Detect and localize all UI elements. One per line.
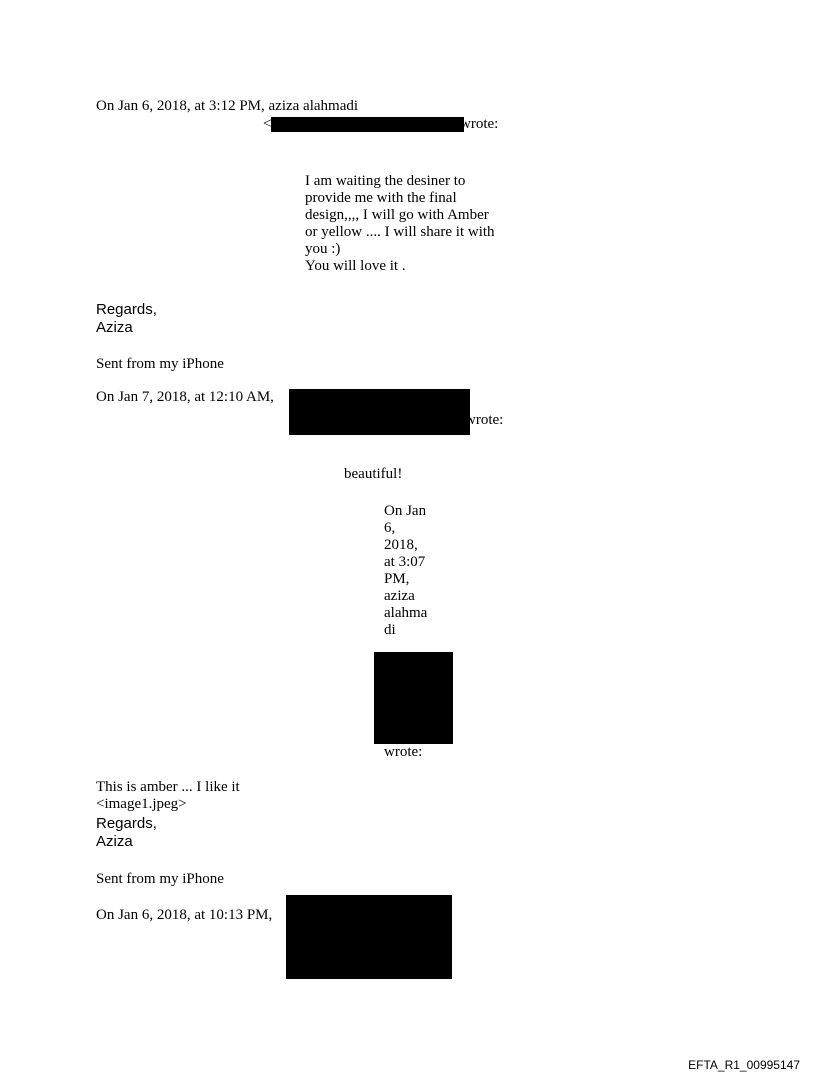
email-bracket: < [263, 116, 272, 132]
attachment-placeholder: <image1.jpeg> [96, 796, 187, 812]
message-line: you :) [305, 241, 341, 257]
signature [96, 815, 157, 851]
wrote-label: wrote: [460, 116, 499, 132]
reply-text: beautiful! [344, 466, 403, 482]
email-header-jan6-307pm [384, 503, 427, 639]
header-line: 2018, [384, 537, 418, 553]
wrote-label: wrote: [465, 412, 504, 428]
email-header-jan6-312pm [96, 98, 358, 115]
signature-regards: Regards, [96, 301, 157, 318]
message-line: or yellow .... I will share it with [305, 224, 495, 240]
message-line: This is amber ... I like it [96, 779, 240, 795]
signature-regards: Regards, [96, 815, 157, 832]
message-line: I am waiting the desiner to [305, 173, 466, 189]
redaction-box [374, 652, 453, 744]
wrote-label: wrote: [384, 744, 423, 760]
redaction-box [289, 389, 470, 435]
sent-from-iphone: Sent from my iPhone [96, 356, 224, 372]
signature [96, 301, 157, 337]
sent-from-iphone: Sent from my iPhone [96, 871, 224, 887]
header-line: On Jan [384, 503, 427, 519]
signature-name: Aziza [96, 319, 133, 336]
header-line: PM, [384, 571, 410, 587]
email-header-jan7-1210am: On Jan 7, 2018, at 12:10 AM, [96, 389, 274, 405]
header-line: di [384, 622, 396, 638]
redaction-box [286, 895, 452, 979]
message-line: design,,,, I will go with Amber [305, 207, 489, 223]
document-id: EFTA_R1_00995147 [688, 1058, 800, 1072]
signature-name: Aziza [96, 833, 133, 850]
header-line: at 3:07 [384, 554, 426, 570]
header-line: On Jan 6, 2018, at 3:12 PM, aziza alahmadi [96, 98, 359, 114]
message-line: provide me with the final [305, 190, 457, 206]
message-line: You will love it . [305, 258, 406, 274]
quoted-message [305, 173, 495, 275]
header-line: alahma [384, 605, 428, 621]
header-line: 6, [384, 520, 396, 536]
header-line: aziza [384, 588, 415, 604]
email-header-jan6-1013pm: On Jan 6, 2018, at 10:13 PM, [96, 907, 273, 923]
message-body [96, 779, 240, 813]
redaction-box [271, 117, 464, 132]
